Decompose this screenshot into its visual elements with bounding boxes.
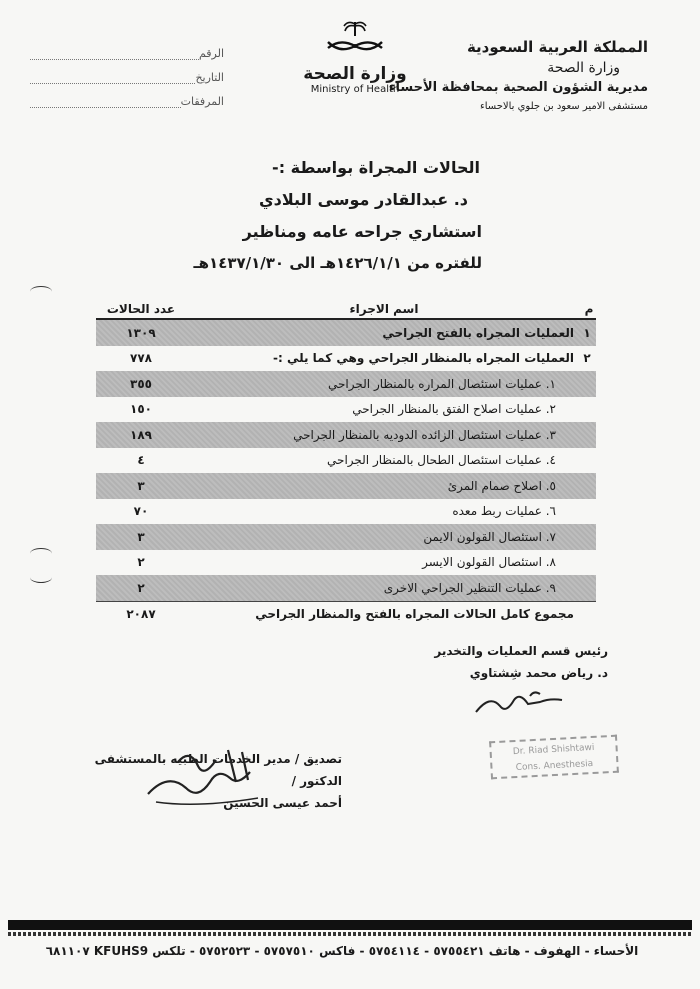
row-number: ٢	[583, 351, 591, 366]
procedure-name: ٨. استئصال القولون الايسر	[422, 555, 556, 570]
header-case-count: عدد الحالات	[106, 302, 176, 316]
period-line: للفتره من ١٤٢٦/١/١هـ الى ١٤٣٧/١/٣٠هـ	[193, 254, 482, 272]
letterhead-right	[378, 36, 648, 116]
ref-number-row	[24, 36, 224, 60]
header-procedure-name: اسم الاجراء	[349, 302, 419, 316]
ref-date-row	[24, 60, 224, 84]
header-m: م	[584, 302, 594, 316]
reference-fields	[24, 36, 224, 108]
table-total-label: مجموع كامل الحالات المجراه بالفتح والمنظار الجراحي	[255, 607, 574, 622]
footer-bar	[8, 920, 692, 930]
procedure-name: العمليات المجراه بالفتح الجراحي	[382, 325, 574, 340]
table-row	[96, 448, 596, 474]
case-count: ٣	[137, 529, 145, 544]
row-number: ١	[583, 325, 591, 340]
procedure-name: ٩. عمليات التنظير الجراحي الاخرى	[383, 580, 556, 595]
doctor-title: استشاري جراحه عامه ومناظير	[242, 222, 482, 241]
ref-attachments-label: المرفقات	[180, 95, 224, 108]
case-count: ٢	[137, 555, 145, 570]
table-row	[96, 473, 596, 499]
hospital-name: مستشفى الامير سعود بن جلوي بالاحساء	[480, 101, 648, 112]
case-count: ١٥٠	[130, 402, 152, 417]
margin-mark	[30, 572, 52, 583]
signature1-name: د. رياض محمد شِشتاوي	[469, 666, 608, 680]
margin-mark	[30, 286, 52, 297]
stamp-line-1: Dr. Riad Shishtawi	[512, 742, 595, 758]
ref-attachments-row	[24, 84, 224, 108]
case-count: ٣	[137, 478, 145, 493]
case-count: ٤	[137, 453, 145, 468]
case-count: ٧٠	[133, 504, 149, 519]
ministry-name: وزارة الصحة	[547, 60, 620, 76]
table-row	[96, 550, 596, 576]
ref-date-line	[30, 73, 195, 84]
doctor-name: د. عبدالقادر موسى البلادي	[258, 190, 468, 209]
table-row	[96, 575, 596, 601]
table-row	[96, 499, 596, 525]
signature2-line-2: الدكتور /	[291, 774, 342, 788]
procedures-table	[96, 290, 596, 627]
footer-contact: الأحساء - الهفوف - هاتف ٥٧٥٥٤٢١ - ٥٧٥٤١١٤ - فاكس ٥٧٥٧٥١٠ - ٥٧٥٢٥٢٣ - تلكس KFUHS9 ٦٨١١٠٧	[45, 944, 639, 958]
ministry-emblem-icon	[320, 18, 390, 58]
directorate-name: مديرية الشؤون الصحية بمحافظة الأحساء	[388, 80, 648, 95]
signature1-title: رئيس قسم العمليات والتخدير	[434, 644, 608, 658]
procedure-name: ١. عمليات استئصال المراره بالمنظار الجراحي	[328, 376, 556, 391]
ministry-logo	[300, 18, 410, 96]
margin-mark	[30, 548, 52, 559]
procedure-name: ٦. عمليات ربط معده	[452, 504, 556, 519]
case-count: ٢	[137, 580, 145, 595]
footer-bar-pattern	[8, 932, 692, 936]
procedure-name: ٤. عمليات استئصال الطحال بالمنظار الجراحي	[327, 453, 556, 468]
heading-line-1: الحالات المجراة بواسطة :-	[272, 158, 480, 177]
table-total-row	[96, 601, 596, 628]
table-row	[96, 524, 596, 550]
logo-arabic-text: وزارة الصحة	[303, 64, 407, 84]
kingdom-name: المملكة العربية السعودية	[466, 38, 648, 56]
ref-number-line	[30, 49, 199, 60]
table-row	[96, 397, 596, 423]
signature-scribble-1	[470, 686, 580, 720]
procedure-name: ٧. استئصال القولون الايمن	[423, 529, 556, 544]
case-count: ١٣٠٩	[126, 325, 156, 340]
ref-number-label: الرقم	[198, 47, 224, 60]
ref-date-label: التاريخ	[195, 71, 224, 84]
procedure-name: ٢. عمليات اصلاح الفتق بالمنظار الجراحي	[352, 402, 556, 417]
signature-scribble-2	[138, 742, 268, 812]
case-count: ٧٧٨	[130, 351, 152, 366]
logo-english-text: Ministry of Health	[310, 84, 400, 95]
case-count: ١٨٩	[130, 427, 152, 442]
table-row	[96, 320, 596, 346]
case-count: ٣٥٥	[130, 376, 152, 391]
table-row	[96, 422, 596, 448]
signature-block-1	[434, 640, 608, 684]
signature2-line-3: أحمد عيسى الحسين	[223, 796, 342, 810]
table-total-value: ٢٠٨٧	[126, 607, 156, 622]
table-row	[96, 346, 596, 372]
stamp-line-2: Cons. Anesthesia	[515, 758, 594, 774]
procedure-name: ٥. اصلاح صمام المرئ	[447, 478, 556, 493]
signature2-line-1: تصديق / مدير الخدمات الطبيه بالمستشفى	[94, 752, 342, 766]
official-stamp	[489, 735, 619, 780]
table-row	[96, 371, 596, 397]
procedure-name: ٣. عمليات استئصال الزائده الدوديه بالمنظار الجراحي	[293, 427, 556, 442]
procedure-name: العمليات المجراه بالمنظار الجراحي وهي كما يلي :-	[273, 351, 574, 366]
ref-attachments-line	[30, 97, 181, 108]
table-header	[96, 290, 596, 320]
